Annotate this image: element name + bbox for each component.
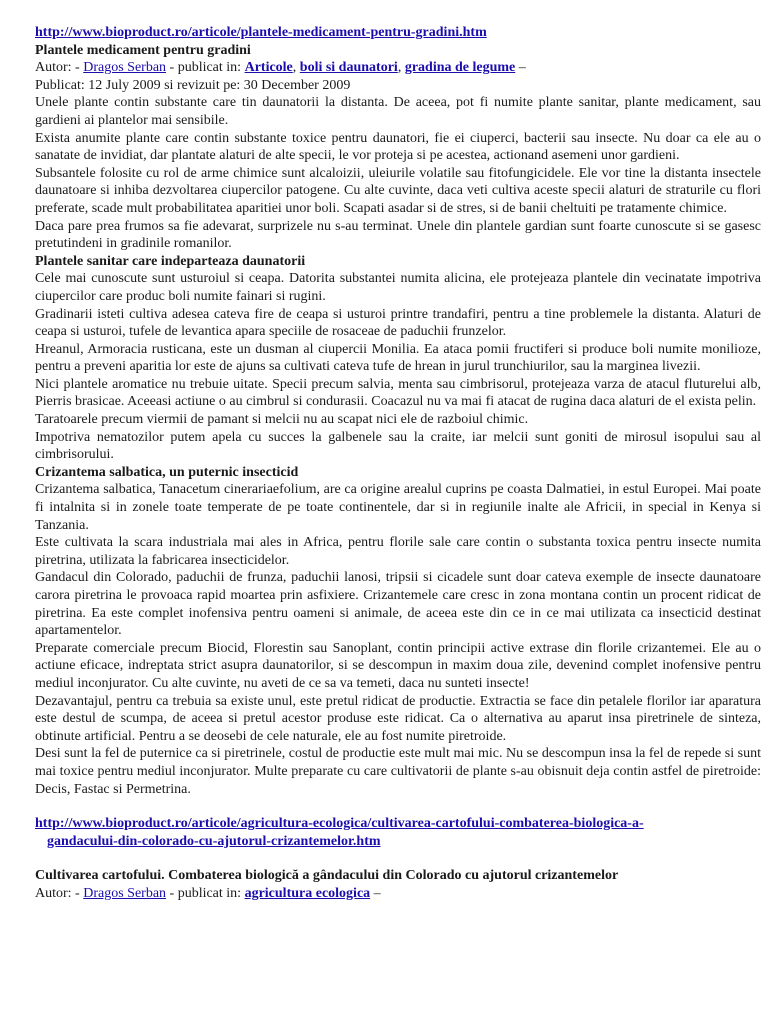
paragraph: Exista anumite plante care contin substante toxice pentru daunatori, fie ei ciuperci, bacterii sau insecte. Nu doar ca ele au o sanatate de invidiat, dar plantate alaturi de alte specii, le vor proteja si pe acestea, actionand asemeni unor gardieni.	[35, 130, 761, 164]
meta-end-dash: –	[515, 60, 526, 76]
author-link[interactable]: Dragos Serban	[83, 885, 167, 901]
category-link-boli-si-daunatori[interactable]: boli si daunatori	[299, 60, 398, 76]
article2-url-line2: gandacului-din-colorado-cu-ajutorul-crizantemelor.htm	[47, 833, 381, 849]
paragraph: Nici plantele aromatice nu trebuie uitate. Specii precum salvia, menta sau cimbrisorul, protejeaza varza de atacul fluturelui alb, Pierris brasicae. Aceeasi actiune o au cimbrul si condurasii. Coacazul nu va mai fi atacat de rugina daca alaturi de el exista pelin.	[35, 376, 761, 410]
author-link[interactable]: Dragos Serban	[83, 60, 167, 76]
paragraph: Cele mai cunoscute sunt usturoiul si ceapa. Datorita substantei numita alicina, ele protejeaza plantele din vecinatate impotriva ciupercilor care produc boli numite fainari si rugini.	[35, 271, 761, 304]
author-label: Autor: -	[35, 885, 84, 901]
article2-url-line1: http://www.bioproduct.ro/articole/agricultura-ecologica/cultivarea-cartofului-combaterea-biologica-a-	[35, 816, 644, 832]
category-separator: ,	[292, 60, 300, 76]
paragraph: Desi sunt la fel de puternice ca si piretrinele, costul de productie este mult mai mic. Nu se descompun insa la fel de repede si sunt mai toxice pentru mediul inconjurator. Multe preparate cu care cultivatorii de plante s-au obisnuit deja contin astfel de piretroide: Decis, Fastac si Permetrina.	[35, 746, 761, 797]
meta-end-dash: –	[370, 885, 381, 901]
article1-url	[35, 24, 761, 42]
published-in-label: - publicat in:	[166, 60, 245, 76]
category-link-agricultura-ecologica[interactable]: agricultura ecologica	[244, 885, 371, 901]
author-label: Autor: -	[35, 60, 84, 76]
paragraph: Impotriva nematozilor putem apela cu succes la galbenele sau la craite, iar melcii sunt goniti de mirosul isopului sau al cimbrisorului.	[35, 429, 761, 463]
spacer	[35, 798, 761, 815]
article1-meta	[35, 59, 761, 77]
article2-url	[35, 815, 761, 850]
article1-title: Plantele medicament pentru gradini	[35, 42, 251, 58]
paragraph: Crizantema salbatica, Tanacetum cinerariaefolium, are ca origine arealul cuprins pe coasta Dalmatiei, in estul Europei. Mai poate fi intalnita si in zonele toate temperate de pe toate continentele, dar si in regiunile inalte ale Africii, in special in Kenya si Tanzania.	[35, 482, 761, 533]
section-heading: Plantele sanitar care indeparteaza daunatorii	[35, 253, 306, 269]
paragraph: Preparate comerciale precum Biocid, Florestin sau Sanoplant, contin principii active extrase din florile crizantemei. Ele au o actiune eficace, indreptata strict asupra daunatorilor, si se descompun in maxim doua zile, devenind complet inofensive pentru mediul inconjurator. Cu alte cuvinte, nu aveti de ce sa va temeti, daca nu sunteti insecte!	[35, 640, 761, 691]
category-separator: ,	[397, 60, 405, 76]
article1-url-link[interactable]: http://www.bioproduct.ro/articole/plantele-medicament-pentru-gradini.htm	[35, 25, 487, 40]
paragraph: Hreanul, Armoracia rusticana, este un dusman al ciupercii Monilia. Ea ataca pomii fructiferi si produce boli numite monilioze, pentru a preveni aparitia lor este de ajuns sa cultivati cateva tufe de hrean in jurul trunchiurilor, sau la marginea livezii.	[35, 341, 761, 375]
category-link-articole[interactable]: Articole	[244, 60, 293, 76]
paragraph: Daca pare prea frumos sa fie adevarat, surprizele nu s-au terminat. Unele din plantele gardian sunt foarte cunoscute si se gasesc pretutindeni in gradinile romanilor.	[35, 218, 761, 252]
paragraph: Unele plante contin substante care tin daunatorii la distanta. De aceea, pot fi numite plante sanitar, plante medicament, sau gardieni ai plantelor mai sensibile.	[35, 95, 761, 128]
published-in-label: - publicat in:	[166, 885, 245, 901]
section-heading: Crizantema salbatica, un puternic insecticid	[35, 464, 299, 480]
spacer	[35, 850, 761, 867]
paragraph: Taratoarele precum viermii de pamant si melcii nu au scapat nici ele de razboiul chimic.	[35, 412, 529, 428]
paragraph: Dezavantajul, pentru ca trebuia sa existe unul, este pretul ridicat de productie. Extractia se face din petalele florilor iar aparatura este destul de scumpa, de aceea si pretul acestor produse este ridicat. Ca o alternativa au aparut insa piretrinele de sinteza, obtinute artificial. Pentru a se deosebi de cele naturale, ele au fost numite piretroide.	[35, 693, 761, 744]
category-link-gradina-de-legume[interactable]: gradina de legume	[404, 60, 516, 76]
paragraph: Subsantele folosite cu rol de arme chimice sunt alcaloizii, uleiurile volatile sau fitofungicidele. Ele vor tine la distanta insectele daunatoare si inhiba dezvoltarea ciupercilor patogene. Cu alte cuvinte, daca veti cultiva aceste specii alaturi de straturile cu flori preferate, scade mult probabilitatea aparitiei unor boli. Scapati asadar si de stres, si de banii cheltuiti pe tratamente chimice.	[35, 165, 761, 216]
paragraph: Gandacul din Colorado, paduchii de frunza, paduchii lanosi, tripsii si cicadele sunt doar cateva exemple de insecte daunatoare carora piretrina le provoaca rapid moartea prin asfixiere. Crizantemele care cresc in zona montana contin un procent ridicat de piretrina. Ea este complet inofensiva pentru oameni si animale, de aceea este din ce in ce mai utilizata ca insecticid destinat apartamentelor.	[35, 570, 761, 639]
document-page	[35, 24, 761, 903]
article1-dates: Publicat: 12 July 2009 si revizuit pe: 30 December 2009	[35, 77, 351, 93]
paragraph: Gradinarii isteti cultiva adesea cateva fire de ceapa si usturoi printre trandafiri, pentru a tine problemele la distanta. Alaturi de ceapa si usturoi, tufele de levantica apara speciile de rosaceae de paduchii frunzelor.	[35, 306, 761, 340]
article2-url-link[interactable]	[35, 816, 761, 850]
paragraph: Este cultivata la scara industriala mai ales in Africa, pentru florile sale care contin o substanta toxica pentru insecte numita piretrina, utilizata la fabricarea insecticidelor.	[35, 535, 761, 568]
article2-meta	[35, 885, 761, 903]
article2-title: Cultivarea cartofului. Combaterea biologică a gândacului din Colorado cu ajutorul crizantemelor	[35, 868, 619, 884]
